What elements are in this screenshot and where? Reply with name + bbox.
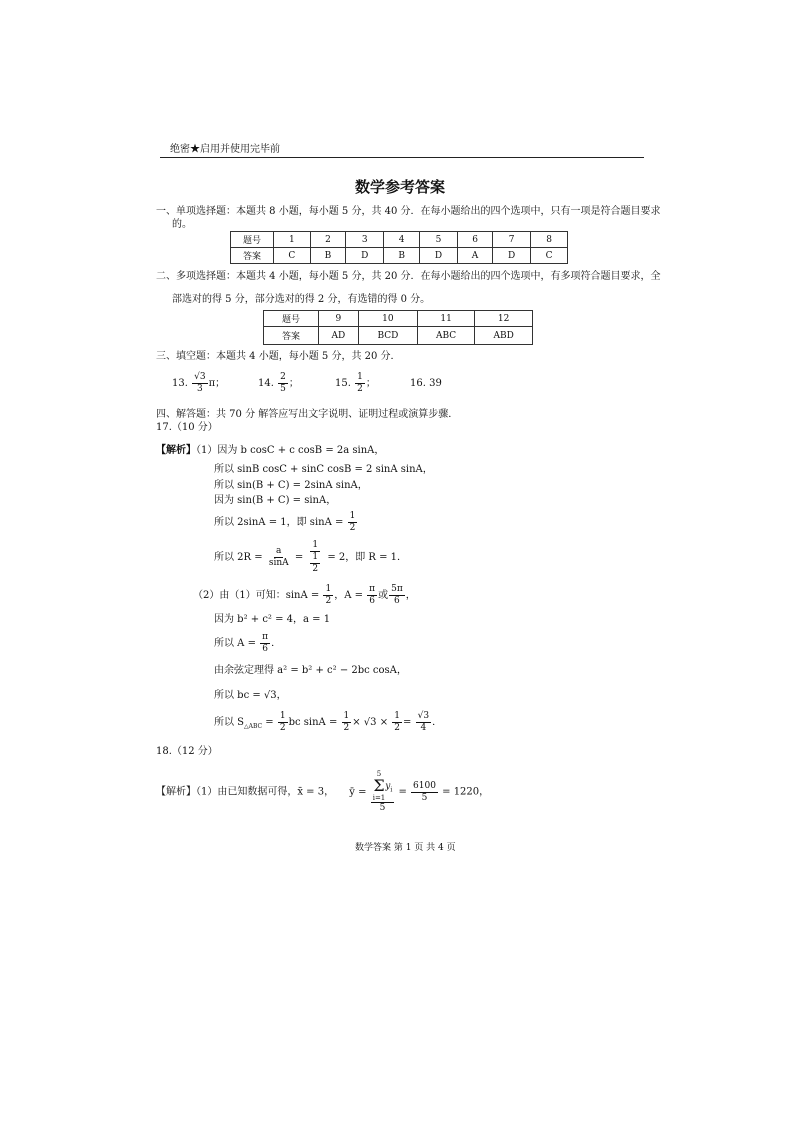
numerator: 1 — [394, 711, 401, 721]
compound-fraction — [307, 540, 323, 575]
table-cell: C — [274, 248, 311, 264]
answer-table-single — [230, 231, 568, 264]
solution-text: ，A = — [334, 590, 363, 601]
solution-text: = — [265, 717, 274, 728]
numerator: √3 — [194, 372, 206, 382]
solution-text: 【解析】（1）由已知数据可得，x̄ = 3， — [156, 786, 335, 798]
denominator: 3 — [196, 384, 203, 394]
sigma-glyph: Σ — [373, 776, 385, 795]
fraction — [416, 711, 431, 734]
numerator: 1 — [279, 711, 286, 721]
numerator: 1 — [349, 511, 356, 521]
table-row — [231, 248, 568, 264]
solution-text: = — [398, 786, 407, 798]
section1-heading: 一、单项选择题：本题共 8 小题，每小题 5 分，共 40 分．在每小题给出的四个选项中，只有一项是符合题目要求 — [156, 206, 661, 217]
answer-13-suffix: π； — [208, 378, 226, 389]
denominator: 2 — [279, 723, 286, 733]
denominator: 2 — [394, 723, 401, 733]
table-cell: ABD — [475, 327, 533, 345]
numerator: 1 — [325, 584, 332, 594]
answer-14-fraction — [278, 372, 288, 395]
solution-17-part2-line1 — [193, 584, 416, 608]
table-cell: D — [419, 248, 457, 264]
table-cell: C — [531, 248, 568, 264]
header-rule — [160, 157, 644, 158]
answer-13-fraction — [192, 372, 207, 395]
numerator — [371, 770, 395, 803]
table-row — [264, 327, 533, 345]
solution-text: ． — [271, 638, 282, 649]
denominator: 2 — [357, 384, 363, 394]
solution-17-part2-line6 — [214, 710, 442, 740]
numerator: 5π — [391, 584, 403, 594]
analysis-tag: 【解析】 — [156, 445, 196, 456]
table-header-cell: 答案 — [264, 327, 319, 345]
table-cell: 3 — [346, 232, 384, 248]
subscript: △ABC — [244, 723, 263, 730]
answer-table-multi — [263, 310, 533, 345]
answer-15-fraction — [355, 372, 365, 395]
numerator: 1 — [312, 540, 319, 550]
table-cell: 6 — [458, 232, 493, 248]
table-cell: 8 — [531, 232, 568, 248]
fraction — [278, 711, 288, 734]
answer-16: 16. 39 — [410, 378, 442, 389]
denominator: 5 — [421, 792, 428, 803]
solution-text: = 1220， — [442, 786, 490, 798]
solution-17-line5 — [214, 511, 358, 535]
denominator: 6 — [369, 596, 375, 606]
denominator: 4 — [420, 723, 427, 733]
solution-text: 所以 2R = — [214, 552, 263, 563]
table-cell: 9 — [319, 311, 359, 327]
fraction — [367, 584, 377, 607]
table-header-cell: 题号 — [231, 232, 274, 248]
numerator: √3 — [417, 711, 430, 721]
solution-17-part2-line2: 因为 b² + c² = 4，a = 1 — [214, 614, 331, 625]
denominator: 6 — [394, 596, 400, 606]
table-cell: 1 — [274, 232, 311, 248]
numerator: 1 — [343, 711, 350, 721]
table-cell: 12 — [475, 311, 533, 327]
section2-heading-cont: 部选对的得 5 分，部分选对的得 2 分，有选错的得 0 分。 — [172, 294, 431, 305]
solution-text: × √3 × — [352, 717, 389, 728]
question-18-label: 18.（12 分） — [156, 746, 218, 757]
table-cell: 4 — [384, 232, 419, 248]
page-title: 数学参考答案 — [355, 178, 446, 196]
solution-17-line1 — [156, 444, 384, 458]
sum-variable-sub: i — [390, 786, 393, 794]
solution-17-part2-line5: 所以 bc = √3， — [214, 690, 287, 701]
solution-text: 所以 S — [214, 717, 245, 728]
table-cell: BCD — [358, 327, 417, 345]
table-cell: B — [310, 248, 345, 264]
denominator: 2 — [325, 596, 332, 606]
answer-14-suffix: ； — [288, 378, 299, 389]
fraction — [389, 584, 405, 607]
sum-fraction — [371, 770, 395, 814]
answer-15 — [335, 372, 376, 396]
numerator: π — [369, 584, 376, 594]
denominator: 2 — [349, 523, 356, 533]
numerator: 2 — [280, 372, 286, 382]
summation-symbol — [373, 770, 386, 802]
answer-14 — [258, 372, 299, 396]
answer-13 — [172, 372, 225, 396]
denominator: 5 — [379, 803, 386, 813]
denominator: 2 — [312, 564, 319, 574]
solution-text: （1）因为 b cosC + c cosB = 2a sinA， — [196, 445, 385, 456]
solution-text: 所以 2sinA = 1，即 sinA = — [214, 517, 344, 528]
numerator: π — [262, 632, 269, 642]
solution-text: 所以 A = — [214, 638, 256, 649]
table-cell: A — [458, 248, 493, 264]
solution-text: bc sinA = — [288, 717, 338, 728]
answer-15-label: 15. — [335, 378, 351, 389]
numerator: 1 — [312, 552, 319, 562]
sum-upper: 5 — [376, 770, 382, 778]
table-cell: 2 — [310, 232, 345, 248]
sum-lower: i=1 — [372, 794, 386, 802]
numerator: a — [276, 546, 282, 556]
numerator: 6100 — [413, 780, 436, 791]
question-17-label: 17.（10 分） — [156, 422, 218, 433]
denominator — [307, 552, 323, 575]
solution-text: 或 — [378, 590, 389, 601]
fraction — [267, 546, 291, 569]
fraction — [323, 584, 333, 607]
solution-17-line4: 因为 sin(B + C) = sinA， — [214, 495, 337, 506]
solution-text: = 2，即 R = 1． — [327, 552, 408, 563]
ybar-label: ȳ = — [349, 786, 367, 798]
solution-17-part2-line4: 由余弦定理得 a² = b² + c² − 2bc cosA， — [214, 665, 407, 676]
section2-heading: 二、多项选择题：本题共 4 小题，每小题 5 分，共 20 分．在每小题给出的四个选项中，有多项符合题目要求，全 — [156, 271, 661, 282]
table-cell: 5 — [419, 232, 457, 248]
answer-14-label: 14. — [258, 378, 274, 389]
solution-text: ， — [405, 590, 416, 601]
solution-17-line2: 所以 sinB cosC + sinC cosB = 2 sinA sinA， — [214, 464, 433, 475]
table-cell: B — [384, 248, 419, 264]
fraction — [411, 781, 438, 804]
answer-15-suffix: ； — [365, 378, 376, 389]
denominator: 5 — [280, 384, 286, 394]
numerator: 1 — [357, 372, 363, 382]
solution-18-line1 — [156, 770, 489, 815]
fraction — [392, 711, 402, 734]
solution-text: = — [294, 552, 304, 563]
section3-heading: 三、填空题：本题共 4 小题，每小题 5 分，共 20 分． — [156, 351, 401, 362]
denominator: 6 — [262, 644, 268, 654]
page-footer: 数学答案 第 1 页 共 4 页 — [355, 843, 456, 853]
table-header-cell: 答案 — [231, 248, 274, 264]
secret-label: 绝密★启用并使用完毕前 — [170, 144, 280, 155]
table-row — [231, 232, 568, 248]
fraction — [260, 632, 270, 655]
solution-text: （2）由（1）可知：sinA = — [193, 590, 320, 601]
table-header-cell: 题号 — [264, 311, 319, 327]
inner-fraction — [310, 552, 320, 575]
table-row — [264, 311, 533, 327]
table-cell: AD — [319, 327, 359, 345]
table-cell: 11 — [418, 311, 475, 327]
denominator: sinA — [268, 558, 289, 568]
denominator: 2 — [343, 723, 350, 733]
solution-17-part2-line3 — [214, 632, 281, 656]
solution-17-line6 — [214, 540, 407, 576]
solution-text: = — [403, 717, 412, 728]
sum-variable: y — [385, 781, 391, 792]
table-cell: D — [346, 248, 384, 264]
solution-17-line3: 所以 sin(B + C) = 2sinA sinA， — [214, 480, 368, 491]
fraction — [348, 511, 358, 534]
table-cell: ABC — [418, 327, 475, 345]
fraction — [342, 711, 352, 734]
table-cell: D — [493, 248, 531, 264]
table-cell: 10 — [358, 311, 417, 327]
answer-13-label: 13. — [172, 378, 188, 389]
section4-heading: 四、解答题：共 70 分 解答应写出文字说明、证明过程或演算步骤． — [156, 409, 459, 420]
table-cell: 7 — [493, 232, 531, 248]
section1-heading-cont: 的。 — [172, 219, 192, 230]
solution-text: ． — [432, 717, 443, 728]
